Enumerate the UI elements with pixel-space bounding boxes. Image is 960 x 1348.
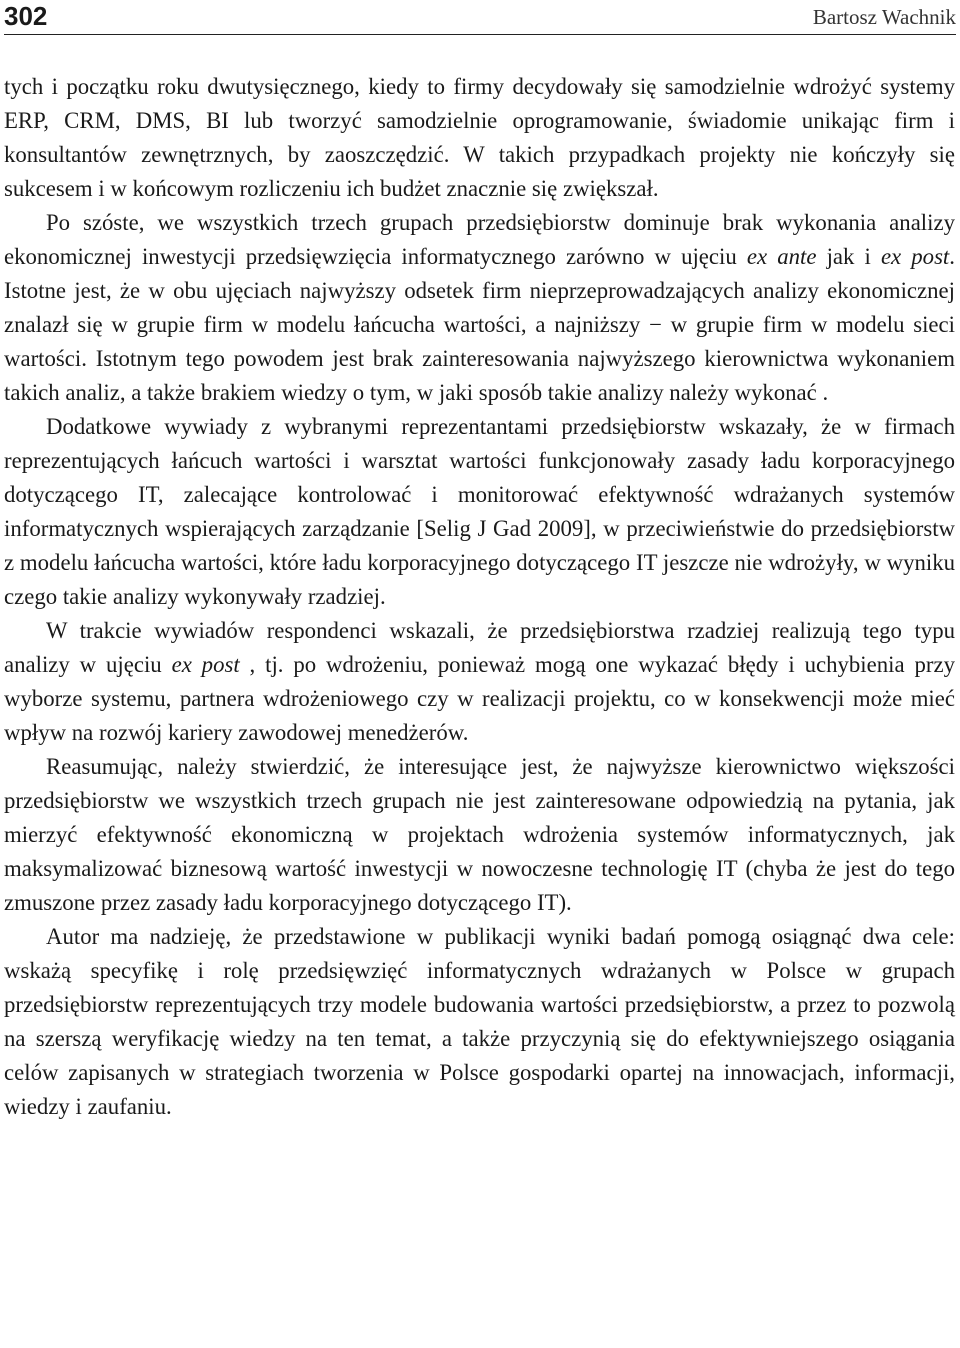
text-segment: , tj. po wdrożeniu, ponieważ mogą one wykazać błędy i uchybienia przy wyborze systemu, partnera wdrożeniowego czy w realizacji projektu, co w konsekwencji może mieć wpływ na rozwój kariery zawodowej menedżerów.	[4, 652, 955, 745]
text-segment: jak i	[816, 244, 881, 269]
paragraph	[4, 410, 955, 614]
italic-term: ex post	[880, 244, 950, 269]
running-header-author: Bartosz Wachnik	[812, 5, 956, 29]
paragraph	[4, 614, 955, 750]
text-segment: tych i początku roku dwutysięcznego, kiedy to firmy decydowały się samodzielnie wdrożyć systemy ERP, CRM, DMS, BI lub tworzyć samodzielnie oprogramowanie, świadomie unikając firm i konsultantów zewnętrznych, by zaoszczędzić. W takich przypadkach projekty nie kończyły się sukcesem i w końcowym rozliczeniu ich budżet znacznie się zwiększał.	[4, 74, 955, 201]
paragraph	[4, 206, 955, 410]
page-header	[4, 0, 956, 35]
italic-term: ex ante	[746, 244, 817, 269]
body-text	[4, 70, 955, 1124]
italic-term: ex post	[171, 652, 240, 677]
page-number: 302	[4, 1, 48, 31]
text-segment: Dodatkowe wywiady z wybranymi reprezentantami przedsiębiorstw wskazały, że w firmach reprezentujących łańcuch wartości i warsztat wartości funkcjonowały zasady ładu korporacyjnego dotyczącego IT, zalecające kontrolować i monitorować efektywność wdrażanych systemów informatycznych wspierających zarządzanie [Selig J Gad 2009], w przeciwieństwie do przedsiębiorstw z modelu łańcucha wartości, które ładu korporacyjnego dotyczącego IT jeszcze nie wdrożyły, w wyniku czego takie analizy wykonywały rzadziej.	[4, 414, 955, 609]
paragraph	[4, 750, 955, 920]
text-segment: . Istotne jest, że w obu ujęciach najwyższy odsetek firm nieprzeprowadzających analizy ekonomicznej znalazł się w grupie firm w modelu łańcucha wartości, a najniższy − w grupie firm w modelu sieci wartości. Istotnym tego powodem jest brak zainteresowania najwyższego kierownictwa wykonaniem takich analiz, a także brakiem wiedzy o tym, w jaki sposób takie analizy należy wykonać .	[4, 244, 955, 405]
text-segment: Reasumując, należy stwierdzić, że interesujące jest, że najwyższe kierownictwo większości przedsiębiorstw we wszystkich trzech grupach nie jest zainteresowane odpowiedzią na pytania, jak mierzyć efektywność ekonomiczną w projektach wdrożenia systemów informatycznych, jak maksymalizować biznesową wartość inwestycji w nowoczesne technologię IT (chyba że jest do tego zmuszone przez zasady ładu korporacyjnego dotyczącego IT).	[4, 754, 955, 915]
text-segment: W trakcie wywiadów respondenci wskazali, że przedsiębiorstwa rzadziej realizują tego typu analizy w ujęciu	[4, 618, 955, 677]
text-segment: Po szóste, we wszystkich trzech grupach przedsiębiorstw dominuje brak wykonania analizy ekonomicznej inwestycji przedsięwzięcia informatycznego zarówno w ujęciu	[4, 210, 955, 269]
paragraph	[4, 70, 955, 206]
paragraph	[4, 920, 955, 1124]
text-segment: Autor ma nadzieję, że przedstawione w publikacji wyniki badań pomogą osiągnąć dwa cele: wskażą specyfikę i rolę przedsięwzięć informatycznych wdrażanych w Polsce w grupach przedsiębiorstw reprezentujących trzy modele budowania wartości przedsiębiorstw, a przez to pozwolą na szerszą weryfikację wiedzy na ten temat, a także przyczynią się do efektywniejszego osiągania celów zapisanych w strategiach tworzenia w Polsce gospodarki opartej na innowacjach, informacji, wiedzy i zaufaniu.	[4, 924, 955, 1119]
